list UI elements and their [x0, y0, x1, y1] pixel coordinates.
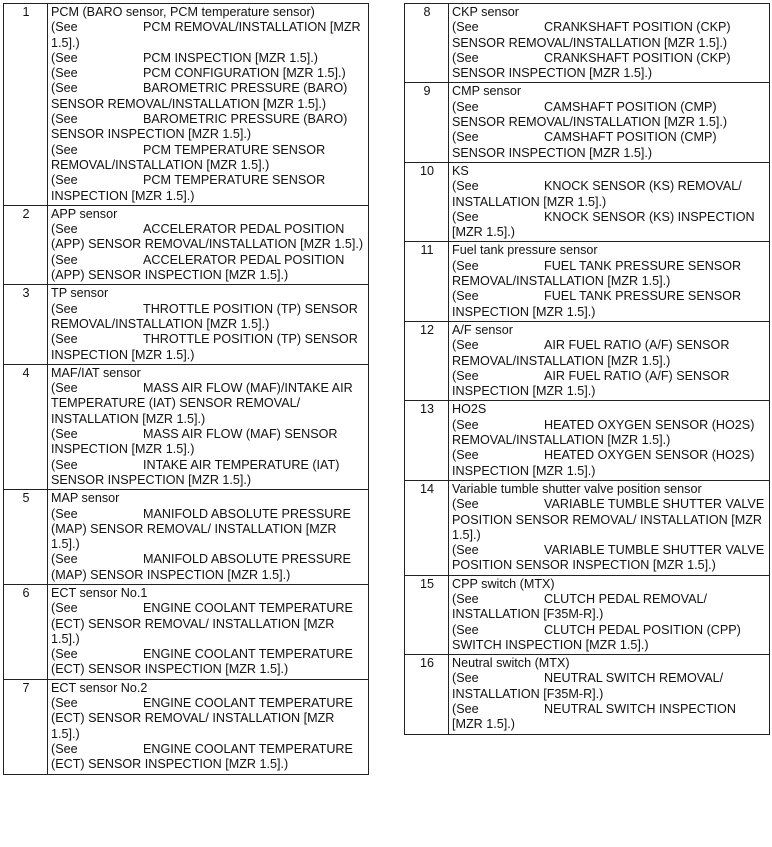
reference-text: HEATED OXYGEN SENSOR (HO2S) REMOVAL/INSTALLATION [MZR 1.5].)	[452, 417, 755, 448]
item-description	[48, 584, 369, 679]
reference-link[interactable]	[452, 51, 767, 82]
reference-text: PCM CONFIGURATION [MZR 1.5].)	[143, 66, 346, 81]
reference-text: INTAKE AIR TEMPERATURE (IAT) SENSOR INSPECTION [MZR 1.5].)	[51, 457, 340, 487]
item-number: 3	[4, 285, 48, 364]
see-label: (See	[51, 112, 78, 127]
reference-text: THROTTLE POSITION (TP) SENSOR INSPECTION [MZR 1.5].)	[51, 332, 358, 362]
see-label: (See	[452, 99, 479, 114]
reference-link[interactable]	[452, 448, 767, 479]
item-description	[48, 285, 369, 364]
reference-text: PCM INSPECTION [MZR 1.5].)	[143, 50, 318, 65]
see-label: (See	[51, 142, 78, 157]
component-name: A/F sensor	[452, 322, 513, 337]
left-table-body	[4, 4, 369, 775]
see-label: (See	[452, 338, 479, 353]
see-label: (See	[51, 427, 78, 442]
table-row	[4, 679, 369, 774]
see-label: (See	[51, 173, 78, 188]
see-label: (See	[452, 497, 479, 512]
reference-link[interactable]	[452, 210, 767, 241]
reference-link[interactable]	[51, 647, 366, 678]
item-description	[48, 364, 369, 489]
see-label: (See	[452, 368, 479, 383]
reference-link[interactable]	[51, 253, 366, 284]
reference-text: CRANKSHAFT POSITION (CKP) SENSOR REMOVAL/INSTALLATION [MZR 1.5].)	[452, 20, 731, 50]
item-number: 6	[4, 584, 48, 679]
component-name: Neutral switch (MTX)	[452, 656, 570, 671]
reference-text: ACCELERATOR PEDAL POSITION (APP) SENSOR REMOVAL/INSTALLATION [MZR 1.5].)	[51, 222, 364, 252]
reference-text: BAROMETRIC PRESSURE (BARO) SENSOR REMOVAL/INSTALLATION [MZR 1.5].)	[51, 81, 348, 111]
reference-link[interactable]	[51, 51, 366, 66]
reference-text: MANIFOLD ABSOLUTE PRESSURE (MAP) SENSOR INSPECTION [MZR 1.5].)	[51, 552, 351, 582]
reference-link[interactable]	[51, 332, 366, 363]
see-label: (See	[51, 647, 78, 662]
see-label: (See	[452, 50, 479, 65]
table-row	[405, 321, 770, 400]
component-name: CPP switch (MTX)	[452, 576, 555, 591]
see-label: (See	[51, 81, 78, 96]
reference-link[interactable]	[51, 507, 366, 553]
see-label: (See	[51, 506, 78, 521]
reference-text: CAMSHAFT POSITION (CMP) SENSOR INSPECTION [MZR 1.5].)	[452, 130, 717, 160]
item-description	[449, 401, 770, 480]
item-number: 13	[405, 401, 449, 480]
reference-text: THROTTLE POSITION (TP) SENSOR REMOVAL/INSTALLATION [MZR 1.5].)	[51, 301, 358, 331]
reference-text: AIR FUEL RATIO (A/F) SENSOR REMOVAL/INSTALLATION [MZR 1.5].)	[452, 338, 730, 368]
item-number: 8	[405, 4, 449, 83]
reference-text: ACCELERATOR PEDAL POSITION (APP) SENSOR INSPECTION [MZR 1.5].)	[51, 252, 345, 283]
reference-link[interactable]	[452, 20, 767, 51]
item-description	[48, 4, 369, 206]
item-description	[449, 242, 770, 321]
see-label: (See	[452, 417, 479, 432]
see-label: (See	[51, 332, 78, 347]
component-name: MAP sensor	[51, 491, 120, 506]
reference-link[interactable]	[452, 338, 767, 369]
reference-link[interactable]	[452, 130, 767, 161]
item-description	[449, 575, 770, 654]
see-label: (See	[452, 209, 479, 224]
see-label: (See	[452, 543, 479, 558]
reference-link[interactable]	[51, 143, 366, 174]
reference-text: PCM REMOVAL/INSTALLATION [MZR 1.5].)	[51, 20, 361, 50]
reference-text: NEUTRAL SWITCH REMOVAL/ INSTALLATION [F35M-R].)	[452, 671, 724, 701]
reference-text: MASS AIR FLOW (MAF)/INTAKE AIR TEMPERATURE (IAT) SENSOR REMOVAL/ INSTALLATION [MZR 1.5].)	[51, 381, 353, 426]
item-description	[48, 490, 369, 585]
table-row	[405, 575, 770, 654]
component-name: APP sensor	[51, 206, 118, 221]
reference-link[interactable]	[452, 623, 767, 654]
reference-link[interactable]	[51, 20, 366, 51]
table-row	[4, 4, 369, 206]
item-description	[48, 205, 369, 284]
table-row	[4, 364, 369, 489]
table-row	[4, 584, 369, 679]
reference-text: KNOCK SENSOR (KS) REMOVAL/ INSTALLATION [MZR 1.5].)	[452, 179, 742, 209]
table-row	[405, 162, 770, 241]
component-name: Variable tumble shutter valve position sensor	[452, 481, 702, 496]
see-label: (See	[452, 289, 479, 304]
item-description	[449, 83, 770, 162]
see-label: (See	[51, 696, 78, 711]
item-description	[449, 321, 770, 400]
reference-link[interactable]	[51, 427, 366, 458]
item-number: 14	[405, 480, 449, 575]
item-description	[449, 480, 770, 575]
reference-link[interactable]	[51, 696, 366, 742]
reference-text: AIR FUEL RATIO (A/F) SENSOR INSPECTION [MZR 1.5].)	[452, 368, 730, 399]
see-label: (See	[51, 381, 78, 396]
reference-text: ENGINE COOLANT TEMPERATURE (ECT) SENSOR INSPECTION [MZR 1.5].)	[51, 741, 353, 772]
item-number: 9	[405, 83, 449, 162]
see-label: (See	[51, 66, 78, 81]
component-name: ECT sensor No.1	[51, 585, 148, 600]
item-number: 10	[405, 162, 449, 241]
reference-link[interactable]	[51, 552, 366, 583]
see-label: (See	[452, 448, 479, 463]
reference-link[interactable]	[51, 66, 366, 81]
reference-link[interactable]	[51, 302, 366, 333]
see-label: (See	[452, 130, 479, 145]
reference-text: MANIFOLD ABSOLUTE PRESSURE (MAP) SENSOR REMOVAL/ INSTALLATION [MZR 1.5].)	[51, 506, 351, 552]
reference-text: CRANKSHAFT POSITION (CKP) SENSOR INSPECTION [MZR 1.5].)	[452, 50, 731, 81]
right-table	[404, 3, 770, 735]
see-label: (See	[51, 50, 78, 65]
component-name: ECT sensor No.2	[51, 680, 148, 695]
see-label: (See	[51, 552, 78, 567]
component-name: MAF/IAT sensor	[51, 365, 141, 380]
reference-text: MASS AIR FLOW (MAF) SENSOR INSPECTION [MZR 1.5].)	[51, 427, 338, 457]
see-label: (See	[51, 301, 78, 316]
table-row	[405, 4, 770, 83]
see-label: (See	[51, 222, 78, 237]
see-label: (See	[51, 601, 78, 616]
reference-text: ENGINE COOLANT TEMPERATURE (ECT) SENSOR REMOVAL/ INSTALLATION [MZR 1.5].)	[51, 696, 353, 741]
see-label: (See	[51, 20, 78, 35]
reference-text: VARIABLE TUMBLE SHUTTER VALVE POSITION SENSOR REMOVAL/ INSTALLATION [MZR 1.5].)	[452, 497, 765, 542]
component-name: PCM (BARO sensor, PCM temperature sensor)	[51, 5, 315, 19]
reference-link[interactable]	[51, 742, 366, 773]
component-name: TP sensor	[51, 286, 109, 301]
reference-text: BAROMETRIC PRESSURE (BARO) SENSOR INSPECTION [MZR 1.5].)	[51, 112, 348, 142]
reference-link[interactable]	[51, 81, 366, 112]
left-table	[3, 3, 369, 775]
item-number: 2	[4, 205, 48, 284]
reference-text: NEUTRAL SWITCH INSPECTION [MZR 1.5].)	[452, 702, 736, 732]
item-description	[449, 4, 770, 83]
table-row	[405, 401, 770, 480]
reference-link[interactable]	[452, 671, 767, 702]
reference-text: FUEL TANK PRESSURE SENSOR INSPECTION [MZR 1.5].)	[452, 289, 742, 319]
reference-link[interactable]	[452, 592, 767, 623]
table-row	[405, 480, 770, 575]
reference-link[interactable]	[51, 222, 366, 253]
see-label: (See	[452, 671, 479, 686]
table-row	[405, 242, 770, 321]
see-label: (See	[452, 258, 479, 273]
reference-link[interactable]	[452, 179, 767, 210]
reference-link[interactable]	[452, 100, 767, 131]
item-number: 11	[405, 242, 449, 321]
reference-text: HEATED OXYGEN SENSOR (HO2S) INSPECTION [MZR 1.5].)	[452, 448, 755, 478]
item-number: 7	[4, 679, 48, 774]
reference-text: ENGINE COOLANT TEMPERATURE (ECT) SENSOR REMOVAL/ INSTALLATION [MZR 1.5].)	[51, 601, 353, 646]
item-description	[449, 655, 770, 734]
reference-link[interactable]	[51, 112, 366, 143]
reference-text: VARIABLE TUMBLE SHUTTER VALVE POSITION SENSOR INSPECTION [MZR 1.5].)	[452, 543, 765, 573]
right-table-body	[405, 4, 770, 735]
reference-link[interactable]	[452, 289, 767, 320]
see-label: (See	[452, 702, 479, 717]
see-label: (See	[51, 741, 78, 756]
item-number: 1	[4, 4, 48, 206]
see-label: (See	[452, 20, 479, 35]
reference-link[interactable]	[452, 418, 767, 449]
see-label: (See	[452, 622, 479, 637]
reference-text: FUEL TANK PRESSURE SENSOR REMOVAL/INSTALLATION [MZR 1.5].)	[452, 258, 742, 289]
reference-text: ENGINE COOLANT TEMPERATURE (ECT) SENSOR INSPECTION [MZR 1.5].)	[51, 647, 353, 677]
reference-text: CAMSHAFT POSITION (CMP) SENSOR REMOVAL/INSTALLATION [MZR 1.5].)	[452, 99, 728, 130]
reference-link[interactable]	[452, 259, 767, 290]
component-name: Fuel tank pressure sensor	[452, 243, 598, 258]
component-name: KS	[452, 163, 469, 178]
item-number: 16	[405, 655, 449, 734]
see-label: (See	[452, 591, 479, 606]
reference-text: CLUTCH PEDAL REMOVAL/ INSTALLATION [F35M-R].)	[452, 591, 708, 622]
reference-text: PCM TEMPERATURE SENSOR INSPECTION [MZR 1.5].)	[51, 173, 326, 203]
reference-link[interactable]	[51, 601, 366, 647]
reference-link[interactable]	[452, 497, 767, 543]
reference-text: CLUTCH PEDAL POSITION (CPP) SWITCH INSPECTION [MZR 1.5].)	[452, 622, 741, 652]
reference-text: KNOCK SENSOR (KS) INSPECTION [MZR 1.5].)	[452, 209, 755, 240]
table-row	[4, 490, 369, 585]
reference-link[interactable]	[452, 369, 767, 400]
table-row	[4, 205, 369, 284]
component-name: CMP sensor	[452, 84, 522, 99]
see-label: (See	[51, 457, 78, 472]
reference-link[interactable]	[452, 543, 767, 574]
see-label: (See	[452, 179, 479, 194]
reference-text: PCM TEMPERATURE SENSOR REMOVAL/INSTALLATION [MZR 1.5].)	[51, 142, 326, 172]
item-number: 5	[4, 490, 48, 585]
item-number: 15	[405, 575, 449, 654]
reference-link[interactable]	[51, 381, 366, 427]
component-name: HO2S	[452, 402, 487, 417]
table-row	[405, 655, 770, 734]
component-name: CKP sensor	[452, 5, 519, 19]
reference-link[interactable]	[51, 173, 366, 204]
reference-link[interactable]	[51, 458, 366, 489]
item-number: 12	[405, 321, 449, 400]
item-number: 4	[4, 364, 48, 489]
see-label: (See	[51, 252, 78, 267]
item-description	[48, 679, 369, 774]
table-row	[405, 83, 770, 162]
reference-link[interactable]	[452, 702, 767, 733]
item-description	[449, 162, 770, 241]
table-row	[4, 285, 369, 364]
